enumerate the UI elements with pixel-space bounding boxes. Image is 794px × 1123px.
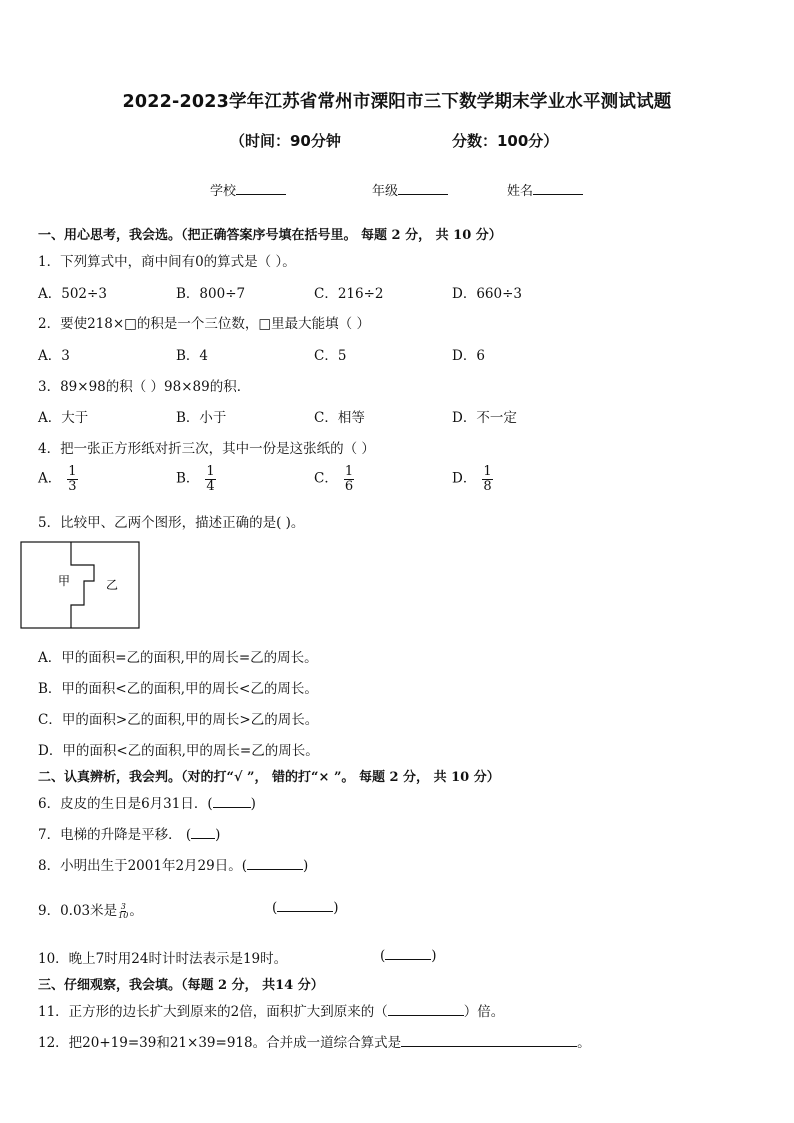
grade-label: 年级 <box>372 184 399 199</box>
question-9-answer <box>272 899 339 916</box>
question-7-text: 7．电梯的升降是平移． ( <box>38 827 192 843</box>
q5-option-c: C．甲的面积>乙的面积,甲的周长>乙的周长。 <box>38 712 319 728</box>
question-11-text: 11．正方形的边长扩大到原来的2倍，面积扩大到原来的（ <box>38 1004 388 1020</box>
q4-option-c <box>314 465 354 493</box>
fraction-numerator: 1 <box>68 464 77 479</box>
paren-close: ) <box>250 796 256 812</box>
shape-comparison-figure <box>20 541 142 635</box>
section-2-heading: 二、认真辨析，我会判。（对的打“√ ”， 错的打“× ”。 每题 2 分， 共 10 分） <box>38 770 500 785</box>
answer-blank[interactable] <box>191 826 215 839</box>
q4-option-a <box>38 465 78 493</box>
section-1-heading: 一、用心思考，我会选。（把正确答案序号填在括号里。 每题 2 分， 共 10 分） <box>38 228 502 243</box>
figure-label-yi: 乙 <box>106 578 119 592</box>
answer-blank[interactable] <box>247 857 303 870</box>
fraction-numerator: 3 <box>120 902 126 911</box>
question-9-end: 。 <box>129 903 143 919</box>
question-5: 5．比较甲、乙两个图形，描述正确的是( )。 <box>38 515 305 531</box>
q5-option-d: D．甲的面积<乙的面积,甲的周长=乙的周长。 <box>38 743 319 759</box>
q4-option-b <box>176 465 216 493</box>
q2-option-d: D．6 <box>452 348 485 364</box>
question-1: 1．下列算式中，商中间有0的算式是（ ）。 <box>38 254 296 270</box>
q1-option-c: C．216÷2 <box>314 286 384 302</box>
fraction-numerator: 1 <box>344 464 354 479</box>
question-12-text: 12．把20+19=39和21×39=918。合并成一道综合算式是 <box>38 1035 402 1051</box>
name-blank[interactable] <box>533 182 583 195</box>
shape-figure-svg <box>20 541 142 631</box>
name-label: 姓名 <box>507 184 534 199</box>
q4-option-b-label: B． <box>176 470 200 487</box>
grade-blank[interactable] <box>398 182 448 195</box>
question-9 <box>38 899 143 920</box>
fraction <box>344 465 354 493</box>
fraction-numerator: 1 <box>483 464 492 479</box>
fraction <box>118 903 128 920</box>
question-6-text: 6．皮皮的生日是6月31日．( <box>38 796 213 812</box>
school-blank[interactable] <box>236 182 286 195</box>
paren-close: ) <box>431 948 437 964</box>
fraction-denominator: 6 <box>344 478 354 494</box>
question-9-text: 9．0.03米是 <box>38 903 118 919</box>
paren-close: ) <box>215 827 221 843</box>
q3-option-a: A．大于 <box>38 410 89 426</box>
question-2: 2．要使218×□的积是一个三位数，□里最大能填（ ） <box>38 316 370 332</box>
q2-option-a: A．3 <box>38 348 70 364</box>
question-12-end: 。 <box>577 1035 591 1051</box>
figure-outer-square <box>21 542 139 628</box>
answer-blank[interactable] <box>277 899 333 912</box>
answer-blank[interactable] <box>213 795 251 808</box>
q3-option-c: C．相等 <box>314 410 365 426</box>
exam-score: 分数：100分） <box>452 132 559 150</box>
fraction <box>205 465 215 493</box>
fraction <box>482 465 492 493</box>
page-title: 2022-2023学年江苏省常州市溧阳市三下数学期末学业水平测试试题 <box>122 92 672 112</box>
school-field <box>210 180 286 199</box>
paren-open: ( <box>272 900 278 916</box>
fraction-denominator: 4 <box>206 478 215 494</box>
q1-option-d: D．660÷3 <box>452 286 522 302</box>
fraction-denominator: 3 <box>68 478 77 494</box>
school-label: 学校 <box>210 184 237 199</box>
question-7 <box>38 823 220 843</box>
name-field <box>507 180 583 199</box>
q4-option-c-label: C． <box>314 470 338 487</box>
q1-option-b: B．800÷7 <box>176 286 246 302</box>
exam-time: （时间：90分钟 <box>230 132 341 150</box>
fraction-numerator: 1 <box>206 464 215 479</box>
question-11-end: ）倍。 <box>463 1004 505 1020</box>
q1-option-a: A．502÷3 <box>38 286 107 302</box>
answer-blank[interactable] <box>401 1034 577 1047</box>
figure-label-jia: 甲 <box>58 574 71 588</box>
question-8 <box>38 854 308 874</box>
q5-option-b: B．甲的面积<乙的面积,甲的周长<乙的周长。 <box>38 681 318 697</box>
q4-option-d <box>452 465 493 493</box>
question-10: 10．晚上7时用24时计时法表示是19时。 <box>38 951 288 967</box>
question-12 <box>38 1031 591 1051</box>
fraction-denominator: 8 <box>483 478 492 494</box>
answer-blank[interactable] <box>388 1003 464 1016</box>
q2-option-c: C．5 <box>314 348 347 364</box>
grade-field <box>372 180 448 199</box>
question-11 <box>38 1000 504 1020</box>
q2-option-b: B．4 <box>176 348 209 364</box>
q4-option-d-label: D． <box>452 470 477 487</box>
paren-open: ( <box>380 948 386 964</box>
question-8-text: 8．小明出生于2001年2月29日。( <box>38 858 247 874</box>
question-3: 3．89×98的积（ ）98×89的积． <box>38 379 251 395</box>
q3-option-b: B．小于 <box>176 410 227 426</box>
q3-option-d: D．不一定 <box>452 410 517 426</box>
section-3-heading: 三、仔细观察，我会填。（每题 2 分， 共14 分） <box>38 978 324 993</box>
question-6 <box>38 792 256 812</box>
q4-option-a-label: A． <box>38 470 62 487</box>
question-4: 4．把一张正方形纸对折三次，其中一份是这张纸的（ ） <box>38 441 375 457</box>
fraction <box>67 465 77 493</box>
q5-option-a: A．甲的面积=乙的面积,甲的周长=乙的周长。 <box>38 650 318 666</box>
answer-blank[interactable] <box>385 947 431 960</box>
fraction-denominator: 10 <box>118 911 129 920</box>
paren-close: ) <box>333 900 339 916</box>
question-10-answer <box>380 947 437 964</box>
figure-divider-line <box>71 542 94 628</box>
paren-close: ) <box>302 858 309 874</box>
